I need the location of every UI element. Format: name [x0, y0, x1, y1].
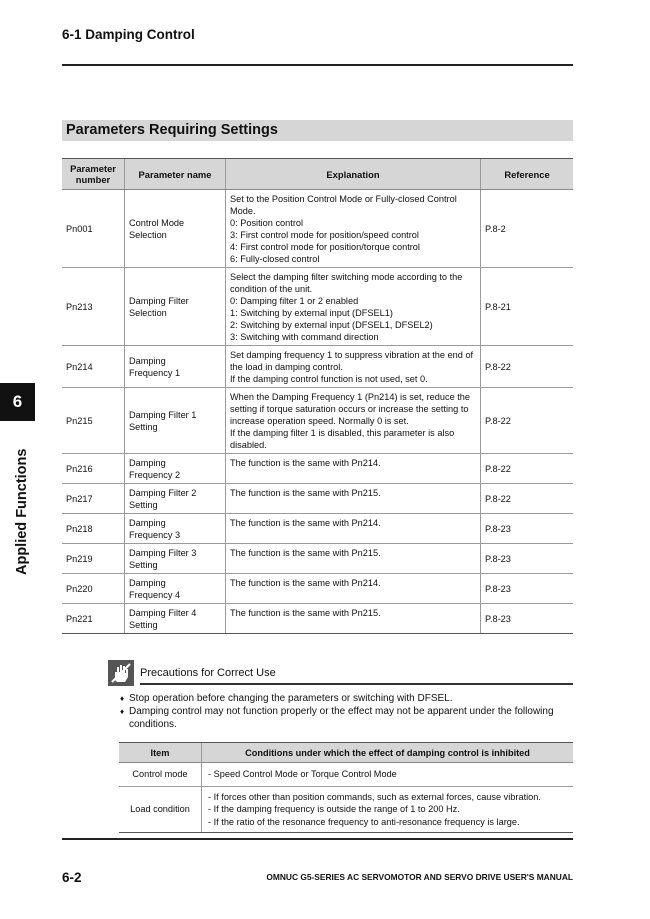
cell-line: Mode. [230, 206, 256, 216]
table-row [62, 514, 573, 544]
conditions-table [119, 742, 573, 833]
chapter-side-label: Applied Functions [14, 448, 30, 575]
cell-line: the load in damping control. [230, 362, 343, 372]
cell-parameter-number: Pn217 [62, 484, 125, 514]
cell-line: The function is the same with Pn215. [230, 488, 381, 498]
precautions-title: Precautions for Correct Use [140, 667, 276, 679]
cell-line: Setting [129, 620, 158, 630]
cell-line: Selection [129, 229, 167, 240]
cell-line: Select the damping filter switching mode according to the [230, 272, 463, 282]
col-conditions: Conditions under which the effect of damping control is inhibited [202, 743, 574, 763]
cell-parameter-name [125, 454, 226, 484]
precaution-hand-icon [108, 660, 134, 686]
cell-line: Frequency 4 [129, 590, 181, 600]
cell-line: Damping Filter 4 [129, 608, 197, 618]
cell-line: Frequency 3 [129, 530, 181, 540]
cell-parameter-number: Pn214 [62, 346, 125, 388]
cell-reference: P.8-2 [481, 190, 574, 268]
cell-line: 4: First control mode for position/torque control [230, 242, 420, 252]
cell-parameter-name [125, 346, 226, 388]
table-row [62, 604, 573, 634]
cell-reference: P.8-23 [481, 514, 574, 544]
cell-line: 3: Switching with command direction [230, 332, 379, 342]
col-explanation: Explanation [226, 159, 481, 190]
table-row [119, 763, 573, 787]
cell-line: Set to the Position Control Mode or Fully-closed Control [230, 194, 457, 204]
cell-reference: P.8-22 [481, 346, 574, 388]
cell-parameter-number: Pn219 [62, 544, 125, 574]
cell-parameter-number: Pn221 [62, 604, 125, 634]
col-parameter-number-line1: Parameter [70, 163, 116, 174]
cell-line: Damping [129, 355, 166, 366]
cell-line: Damping [129, 578, 166, 588]
manual-title: OMNUC G5-SERIES AC SERVOMOTOR AND SERVO DRIVE USER'S MANUAL [266, 872, 573, 882]
cell-line: Damping Filter 1 [129, 409, 197, 420]
cell-line: - Speed Control Mode or Torque Control Mode [208, 769, 397, 780]
cell-line: 0: Damping filter 1 or 2 enabled [230, 296, 359, 306]
precautions-list [119, 692, 575, 732]
cell-explanation [226, 268, 481, 346]
col-parameter-name: Parameter name [125, 159, 226, 190]
precaution-text: Damping control may not function properly or the effect may not be apparent under the following [129, 706, 554, 718]
bullet-icon: ♦ [120, 694, 125, 703]
cell-explanation [226, 544, 481, 574]
page-header-title: 6-1 Damping Control [62, 27, 195, 42]
cell-reference: P.8-23 [481, 604, 574, 634]
cell-line: Set damping frequency 1 to suppress vibration at the end of [230, 350, 474, 360]
cell-line: The function is the same with Pn214. [230, 518, 381, 528]
table-row [62, 346, 573, 388]
header-divider [62, 64, 573, 66]
cell-parameter-name [125, 190, 226, 268]
cell-line: Damping [129, 458, 166, 468]
cell-line: When the Damping Frequency 1 (Pn214) is set, reduce the [230, 392, 471, 402]
footer-divider [62, 838, 573, 840]
cell-line: If the damping filter 1 is disabled, this parameter is also [230, 428, 455, 438]
cell-parameter-number: Pn220 [62, 574, 125, 604]
cell-line: 1: Switching by external input (DFSEL1) [230, 308, 393, 318]
table-row [62, 544, 573, 574]
cell-line: 0: Position control [230, 218, 304, 228]
cell-explanation [226, 346, 481, 388]
cell-explanation [226, 514, 481, 544]
cell-reference: P.8-22 [481, 454, 574, 484]
cell-line: disabled. [230, 440, 267, 450]
cell-line: - If the damping frequency is outside the range of 1 to 200 Hz. [208, 804, 460, 815]
cell-parameter-number: Pn215 [62, 388, 125, 454]
cell-line: Setting [129, 500, 158, 510]
cell-line: condition of the unit. [230, 284, 313, 294]
cell-parameter-number: Pn001 [62, 190, 125, 268]
cell-explanation [226, 604, 481, 634]
cell-line: 3: First control mode for position/speed control [230, 230, 419, 240]
cell-line: 2: Switching by external input (DFSEL1, DFSEL2) [230, 320, 433, 330]
cell-reference: P.8-21 [481, 268, 574, 346]
cell-explanation [226, 574, 481, 604]
cell-line: The function is the same with Pn215. [230, 608, 381, 618]
bullet-icon: ♦ [120, 707, 125, 717]
cell-line: Damping Filter [129, 295, 189, 306]
cell-line: The function is the same with Pn214. [230, 578, 381, 588]
cell-line: increase operation speed. Normally 0 is set. [230, 416, 409, 426]
cell-reference: P.8-22 [481, 484, 574, 514]
cell-item: Control mode [119, 763, 202, 787]
precaution-item [119, 705, 575, 731]
table-row [62, 190, 573, 268]
cell-conditions [202, 787, 574, 833]
chapter-tab: 6 [0, 383, 35, 421]
cell-parameter-number: Pn216 [62, 454, 125, 484]
cell-line: - If the ratio of the resonance frequency to anti-resonance frequency is large. [208, 816, 520, 827]
cell-line: Damping Filter 2 [129, 488, 197, 498]
table-row [62, 268, 573, 346]
cell-line: Frequency 1 [129, 367, 181, 378]
table-row [62, 454, 573, 484]
col-parameter-number [62, 159, 125, 190]
cell-parameter-name [125, 604, 226, 634]
table-row [62, 484, 573, 514]
cell-line: The function is the same with Pn214. [230, 458, 381, 468]
cell-line: The function is the same with Pn215. [230, 548, 381, 558]
cell-line: Selection [129, 307, 167, 318]
cell-parameter-name [125, 268, 226, 346]
col-reference: Reference [481, 159, 574, 190]
table-row [62, 388, 573, 454]
col-parameter-number-line2: number [75, 174, 111, 185]
col-item: Item [119, 743, 202, 763]
cell-line: setting if torque saturation occurs or increase the setting to [230, 404, 469, 414]
table-row [119, 787, 573, 833]
page-number: 6-2 [62, 870, 82, 885]
cell-reference: P.8-22 [481, 388, 574, 454]
cell-parameter-name [125, 484, 226, 514]
cell-line: 6: Fully-closed control [230, 254, 320, 264]
cell-parameter-name [125, 514, 226, 544]
table-row [62, 574, 573, 604]
cell-explanation [226, 454, 481, 484]
cell-explanation [226, 484, 481, 514]
cell-parameter-number: Pn218 [62, 514, 125, 544]
cell-conditions [202, 763, 574, 787]
cell-line: Setting [129, 421, 158, 432]
cell-line: Setting [129, 560, 158, 570]
section-heading: Parameters Requiring Settings [62, 120, 573, 141]
cell-line: Damping Filter 3 [129, 548, 197, 558]
conditions-table-header [119, 743, 573, 763]
cell-parameter-name [125, 544, 226, 574]
cell-line: Control Mode [129, 217, 185, 228]
cell-parameter-number: Pn213 [62, 268, 125, 346]
parameters-table-header [62, 159, 573, 190]
cell-parameter-name [125, 574, 226, 604]
cell-parameter-name [125, 388, 226, 454]
cell-reference: P.8-23 [481, 544, 574, 574]
cell-reference: P.8-23 [481, 574, 574, 604]
precaution-text: Stop operation before changing the parameters or switching with DFSEL. [129, 693, 453, 704]
precaution-text-cont: conditions. [129, 719, 177, 731]
precautions-divider [140, 683, 573, 685]
cell-line: If the damping control function is not used, set 0. [230, 374, 428, 384]
cell-explanation [226, 190, 481, 268]
parameters-table [62, 158, 573, 634]
cell-line: Frequency 2 [129, 470, 181, 480]
precaution-item [119, 692, 575, 705]
cell-explanation [226, 388, 481, 454]
cell-line: - If forces other than position commands, such as external forces, cause vibration. [208, 792, 541, 803]
cell-item: Load condition [119, 787, 202, 833]
cell-line: Damping [129, 518, 166, 528]
